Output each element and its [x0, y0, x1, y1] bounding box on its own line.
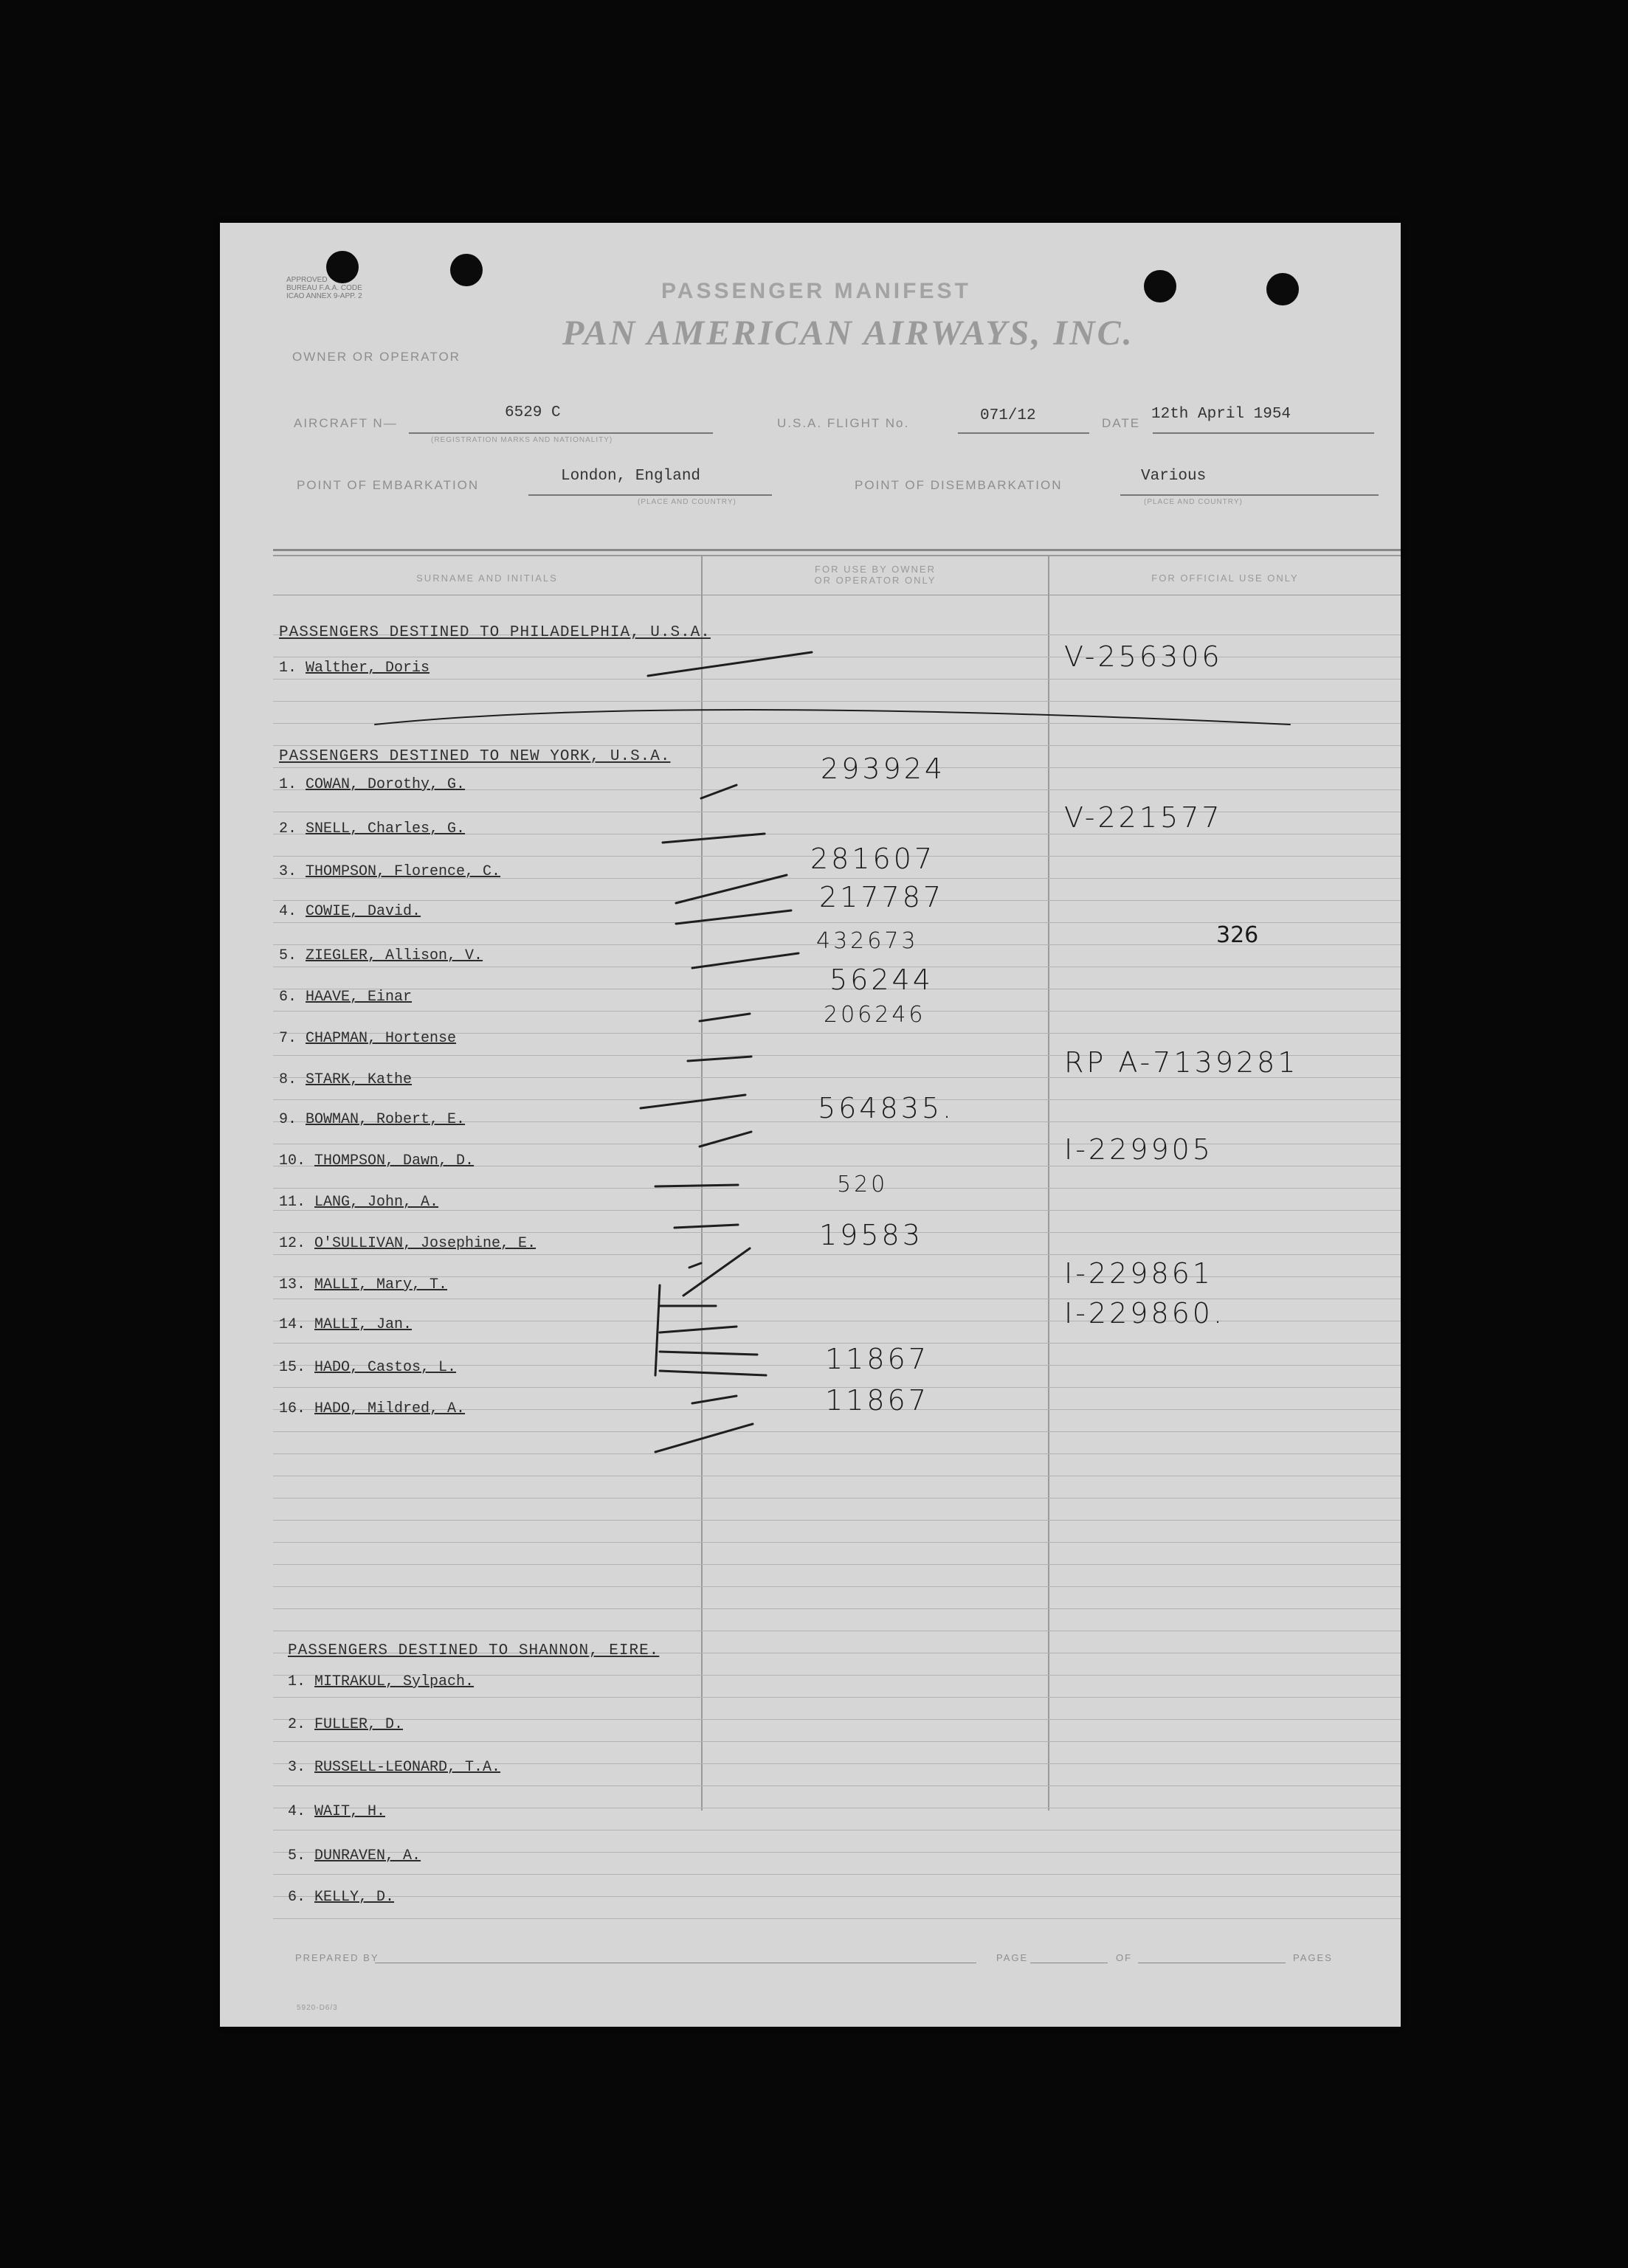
aircraft-value: 6529 C: [505, 404, 561, 421]
section-heading-new-york: PASSENGERS DESTINED TO NEW YORK, U.S.A.: [279, 748, 671, 765]
passenger-number: 15.: [279, 1359, 315, 1376]
check-stroke: [375, 710, 1290, 725]
owner-use-line-1: FOR USE BY OWNER: [815, 564, 936, 575]
official-number: V-221577: [1064, 801, 1223, 834]
check-stroke: [655, 1285, 660, 1375]
passenger-number: 5.: [288, 1847, 315, 1864]
disembark-sublabel: (PLACE AND COUNTRY): [1144, 498, 1243, 506]
disembark-label: POINT OF DISEMBARKATION: [855, 478, 1063, 492]
passenger-number: 7.: [279, 1030, 306, 1047]
embark-label: POINT OF EMBARKATION: [297, 478, 480, 492]
manifest-sheet: [220, 223, 1401, 2027]
section-heading-shannon: PASSENGERS DESTINED TO SHANNON, EIRE.: [288, 1642, 660, 1659]
official-number: 326: [1216, 922, 1259, 948]
passenger-name: BOWMAN, Robert, E.: [306, 1111, 466, 1128]
owner-number: 217787: [819, 881, 945, 913]
owner-number: 432673: [816, 928, 919, 954]
check-stroke: [700, 1132, 751, 1147]
passenger-name: CHAPMAN, Hortense: [306, 1030, 457, 1047]
passenger-number: 1.: [279, 660, 306, 677]
check-stroke: [701, 785, 737, 798]
official-number: V-256306: [1064, 640, 1223, 673]
passenger-number: 6.: [279, 989, 306, 1006]
of-label: OF: [1116, 1952, 1133, 1963]
check-stroke: [660, 1327, 737, 1332]
passenger-number: 12.: [279, 1235, 315, 1252]
passenger-name: O'SULLIVAN, Josephine, E.: [314, 1235, 537, 1252]
passenger-name: THOMPSON, Dawn, D.: [314, 1152, 475, 1169]
passenger-number: 3.: [288, 1759, 315, 1776]
check-stroke: [641, 1095, 745, 1108]
passenger-name: LANG, John, A.: [314, 1194, 439, 1211]
check-stroke: [675, 1225, 738, 1228]
owner-number: 56244: [829, 964, 934, 996]
passenger-name: THOMPSON, Florence, C.: [306, 863, 501, 880]
passenger-name: ZIEGLER, Allison, V.: [306, 947, 483, 964]
check-stroke: [648, 652, 812, 676]
column-header-names: SURNAME AND INITIALS: [416, 573, 558, 584]
passenger-number: 11.: [279, 1194, 315, 1211]
official-number: RP A-7139281: [1064, 1046, 1299, 1079]
passenger-number: 9.: [279, 1111, 306, 1128]
passenger-number: 2.: [288, 1716, 315, 1733]
passenger-name: COWIE, David.: [306, 903, 421, 920]
check-stroke: [660, 1371, 766, 1375]
passenger-name: MITRAKUL, Sylpach.: [314, 1673, 475, 1690]
passenger-number: 1.: [288, 1673, 315, 1690]
check-stroke: [683, 1248, 750, 1296]
passenger-number: 8.: [279, 1071, 306, 1088]
passenger-name: MALLI, Mary, T.: [314, 1276, 448, 1293]
flight-label: U.S.A. FLIGHT No.: [777, 416, 910, 430]
official-number: I-229905: [1064, 1133, 1213, 1166]
official-number: I-229860.: [1064, 1297, 1226, 1330]
passenger-name: COWAN, Dorothy, G.: [306, 776, 466, 793]
check-stroke: [663, 834, 765, 843]
prepared-by-label: PREPARED BY: [295, 1952, 379, 1963]
page-label: PAGE: [996, 1952, 1029, 1963]
approved-line-3: ICAO ANNEX 9-APP. 2: [286, 292, 362, 300]
official-number: I-229861: [1064, 1257, 1213, 1290]
passenger-number: 14.: [279, 1316, 315, 1333]
passenger-name: RUSSELL-LEONARD, T.A.: [314, 1759, 501, 1776]
check-stroke: [700, 1014, 750, 1021]
passenger-number: 13.: [279, 1276, 315, 1293]
owner-use-line-2: OR OPERATOR ONLY: [814, 575, 937, 586]
passenger-name: KELLY, D.: [314, 1889, 395, 1906]
owner-number: 281607: [810, 843, 936, 875]
form-number: 5920-D6/3: [297, 2004, 338, 2012]
passenger-name: HAAVE, Einar: [306, 989, 413, 1006]
owner-number: 11867: [825, 1343, 929, 1375]
section-heading-philadelphia: PASSENGERS DESTINED TO PHILADELPHIA, U.S.A.: [279, 624, 711, 641]
disembark-value: Various: [1141, 468, 1207, 485]
passenger-name: MALLI, Jan.: [314, 1316, 413, 1333]
owner-label: OWNER OR OPERATOR: [292, 350, 461, 364]
check-stroke: [676, 910, 791, 924]
company-name: PAN AMERICAN AIRWAYS, INC.: [562, 314, 1134, 353]
check-stroke: [655, 1424, 753, 1452]
passenger-number: 10.: [279, 1152, 315, 1169]
approved-line-1: APPROVED: [286, 276, 328, 284]
owner-number: 206246: [824, 1002, 926, 1028]
check-stroke: [692, 1396, 737, 1403]
embark-sublabel: (PLACE AND COUNTRY): [638, 498, 737, 506]
check-stroke: [688, 1057, 751, 1061]
passenger-name: DUNRAVEN, A.: [314, 1847, 421, 1864]
passenger-name: Walther, Doris: [306, 660, 430, 677]
passenger-name: HADO, Mildred, A.: [314, 1400, 466, 1417]
passenger-name: HADO, Castos, L.: [314, 1359, 457, 1376]
passenger-name: FULLER, D.: [314, 1716, 404, 1733]
manifest-title: PASSENGER MANIFEST: [661, 279, 971, 303]
check-stroke: [689, 1263, 701, 1268]
passenger-name: WAIT, H.: [314, 1803, 386, 1820]
owner-number: 564835.: [818, 1092, 955, 1124]
passenger-number: 6.: [288, 1889, 315, 1906]
check-stroke: [655, 1185, 738, 1186]
check-stroke: [660, 1352, 757, 1355]
passenger-name: STARK, Kathe: [306, 1071, 413, 1088]
flight-value: 071/12: [980, 407, 1036, 424]
approved-line-2: BUREAU F.A.A. CODE: [286, 284, 362, 292]
passenger-number: 5.: [279, 947, 306, 964]
passenger-number: 2.: [279, 820, 306, 837]
passenger-number: 16.: [279, 1400, 315, 1417]
passenger-number: 4.: [279, 903, 306, 920]
passenger-number: 3.: [279, 863, 306, 880]
aircraft-label: AIRCRAFT N—: [294, 416, 398, 430]
passenger-number: 1.: [279, 776, 306, 793]
owner-number: 520: [837, 1172, 889, 1197]
passenger-number: 4.: [288, 1803, 315, 1820]
embark-value: London, England: [561, 468, 701, 485]
owner-number: 11867: [825, 1384, 929, 1417]
owner-number: 293924: [821, 753, 946, 785]
date-value: 12th April 1954: [1151, 406, 1291, 423]
column-header-official: FOR OFFICIAL USE ONLY: [1151, 573, 1299, 584]
pages-label: PAGES: [1293, 1952, 1333, 1963]
owner-number: 19583: [819, 1219, 923, 1251]
check-stroke: [676, 875, 787, 903]
check-stroke: [692, 953, 799, 968]
handwritten-strokes: [220, 223, 1401, 2027]
aircraft-sublabel: (REGISTRATION MARKS AND NATIONALITY): [431, 436, 613, 444]
date-label: DATE: [1102, 416, 1141, 430]
passenger-name: SNELL, Charles, G.: [306, 820, 466, 837]
